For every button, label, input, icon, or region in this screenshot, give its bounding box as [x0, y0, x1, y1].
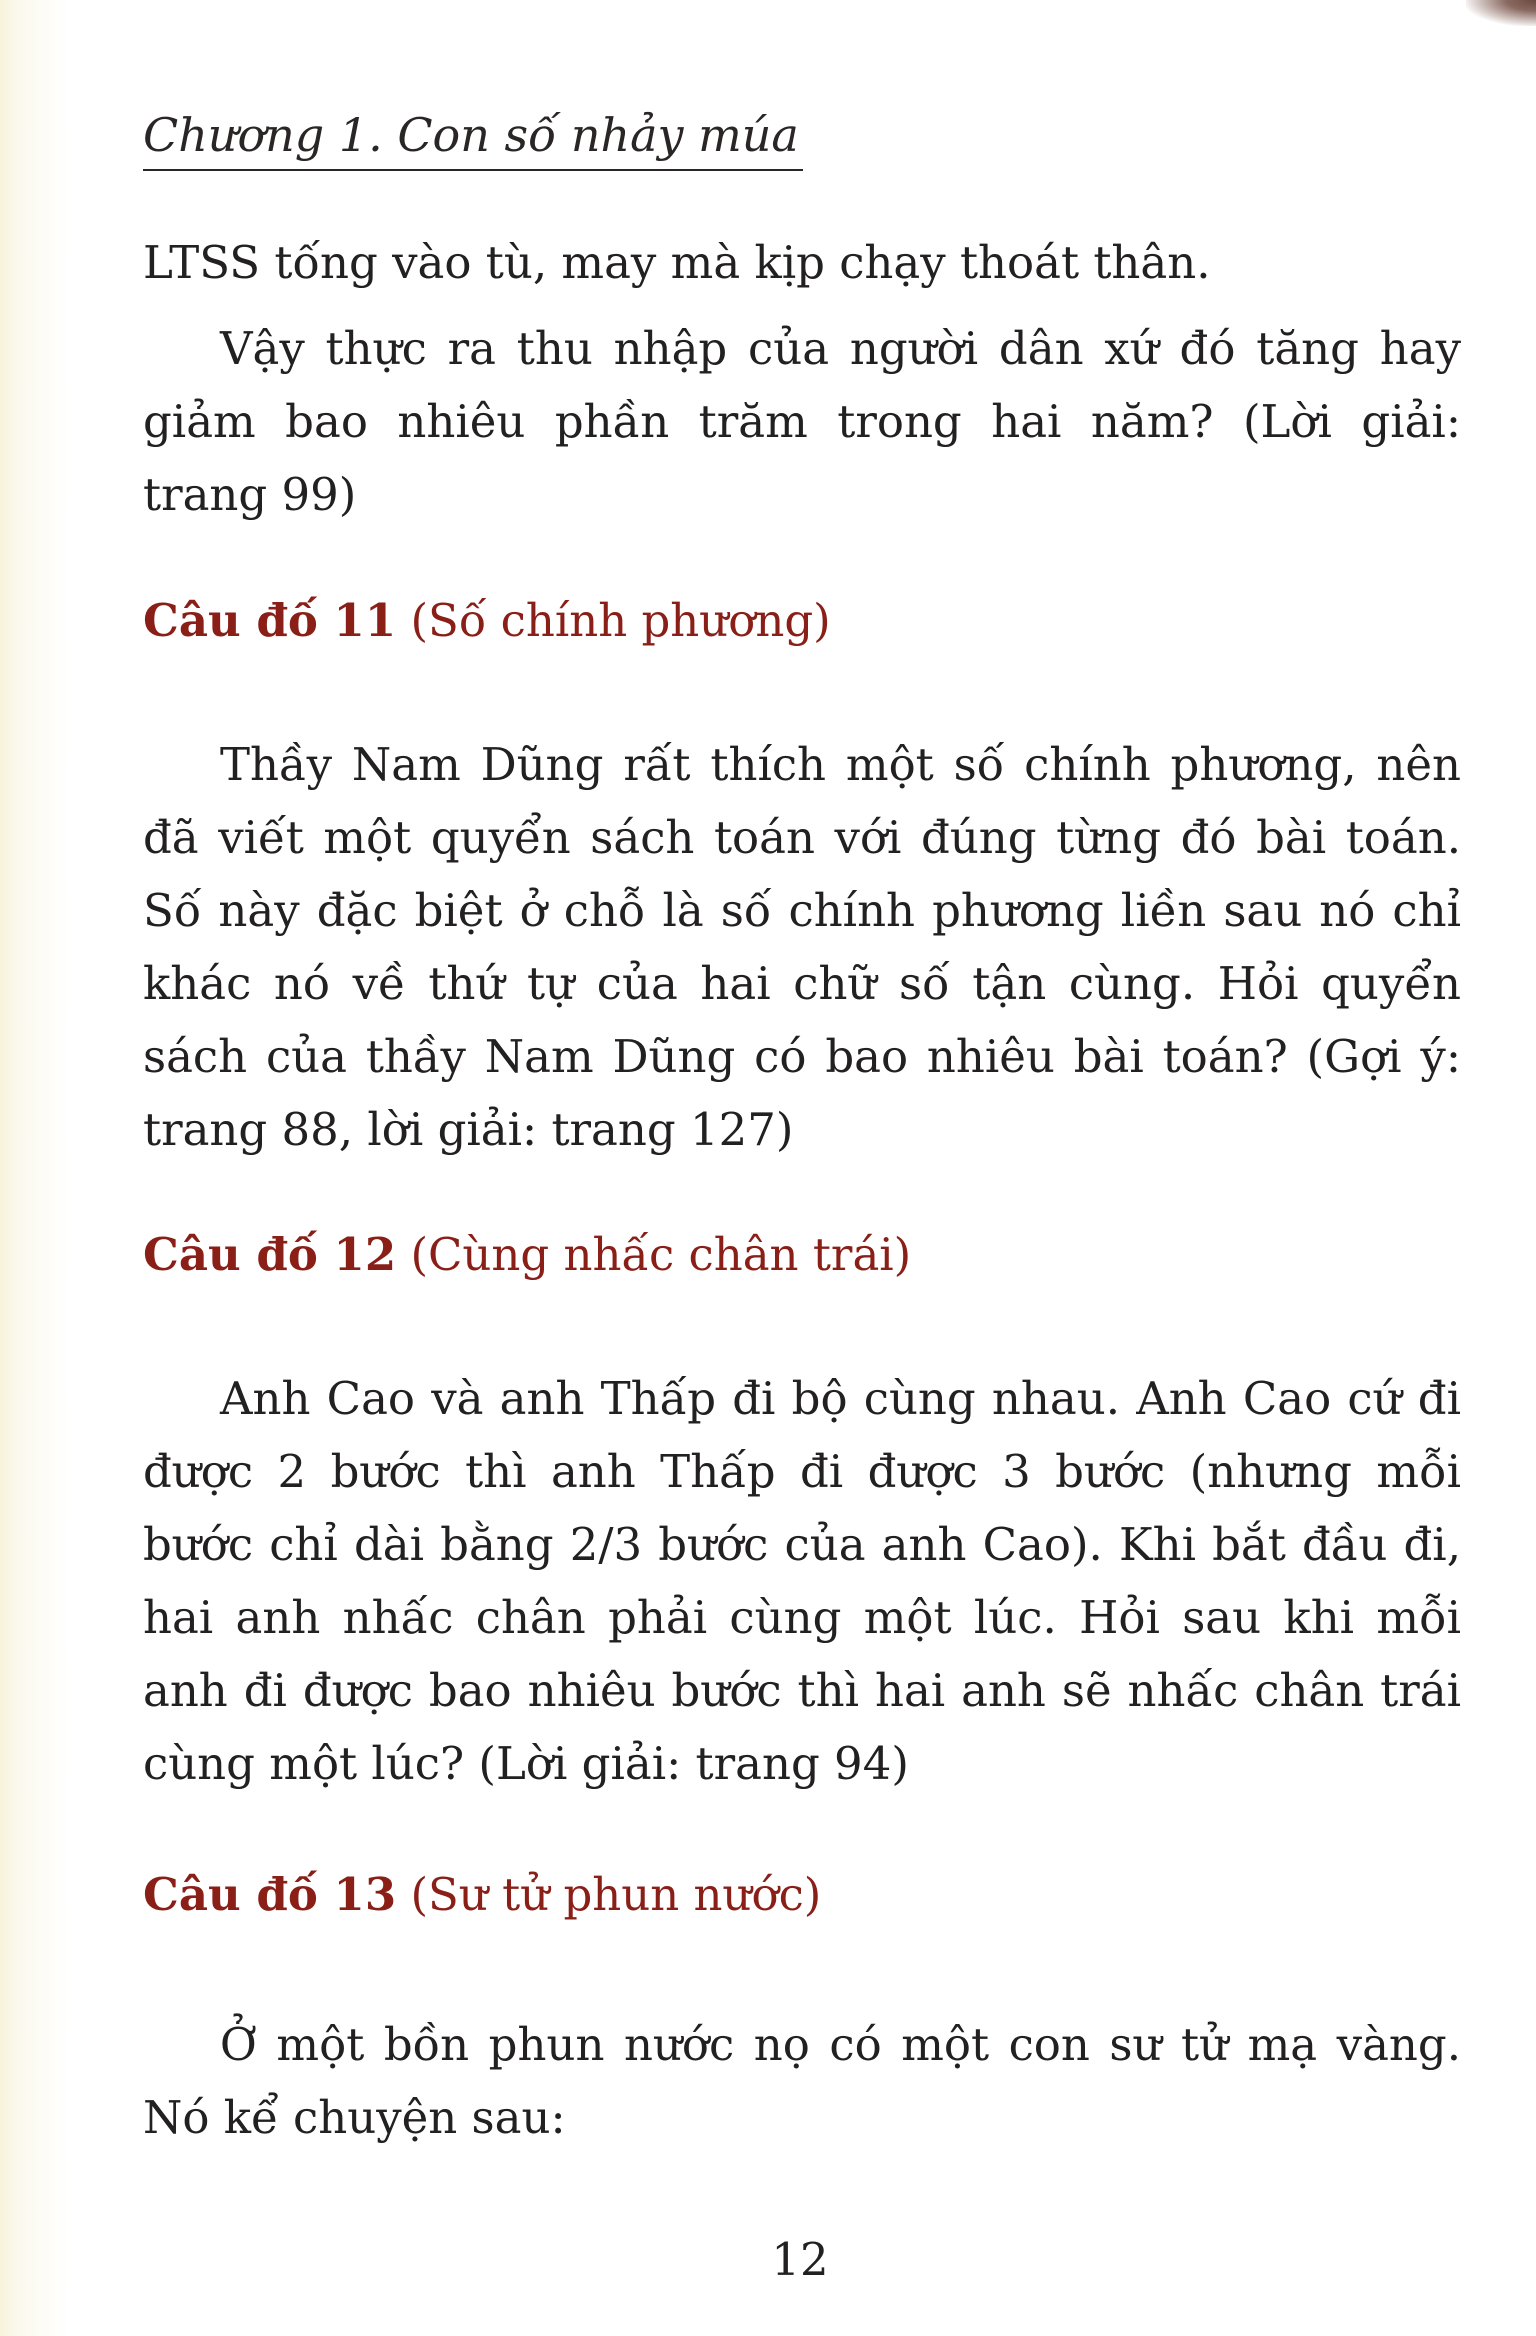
puzzle-heading-12	[143, 1228, 911, 1282]
puzzle-subtitle: (Số chính phương)	[410, 594, 831, 647]
intro-line: LTSS tống vào tù, may mà kịp chạy thoát thân.	[143, 236, 1211, 289]
puzzle-body-11	[143, 728, 1461, 1166]
page-number: 12	[771, 2233, 829, 2286]
running-head: Chương 1. Con số nhảy múa	[143, 108, 803, 171]
puzzle-body-text: Anh Cao và anh Thấp đi bộ cùng nhau. Anh Cao cứ đi được 2 bước thì anh Thấp đi được 3 bước (nhưng mỗi bước chỉ dài bằng 2/3 bước của anh Cao). Khi bắt đầu đi, hai anh nhấc chân phải cùng một lúc. Hỏi sau khi mỗi anh đi được bao nhiêu bước thì hai anh sẽ nhấc chân trái cùng một lúc? (Lời giải: trang 94)	[143, 1372, 1461, 1790]
puzzle-subtitle: (Sư tử phun nước)	[410, 1868, 822, 1921]
puzzle-heading-11	[143, 594, 831, 648]
puzzle-body-12	[143, 1362, 1461, 1800]
puzzle-label: Câu đố 11	[143, 594, 397, 647]
puzzle-heading-13	[143, 1868, 821, 1922]
intro-continuation	[143, 226, 1461, 299]
puzzle-subtitle: (Cùng nhấc chân trái)	[410, 1228, 912, 1281]
intro-question-text: Vậy thực ra thu nhập của người dân xứ đó tăng hay giảm bao nhiêu phần trăm trong hai năm? (Lời giải: trang 99)	[143, 322, 1461, 521]
intro-question	[143, 312, 1461, 531]
puzzle-label: Câu đố 12	[143, 1228, 397, 1281]
puzzle-body-text: Thầy Nam Dũng rất thích một số chính phương, nên đã viết một quyển sách toán với đúng từng đó bài toán. Số này đặc biệt ở chỗ là số chính phương liền sau nó chỉ khác nó về thứ tự của hai chữ số tận cùng. Hỏi quyển sách của thầy Nam Dũng có bao nhiêu bài toán? (Gợi ý: trang 88, lời giải: trang 127)	[143, 738, 1461, 1156]
page-corner-shadow	[1466, 0, 1536, 26]
puzzle-body-13	[143, 2008, 1461, 2154]
puzzle-label: Câu đố 13	[143, 1868, 397, 1921]
puzzle-body-text: Ở một bồn phun nước nọ có một con sư tử mạ vàng. Nó kể chuyện sau:	[143, 2018, 1461, 2144]
